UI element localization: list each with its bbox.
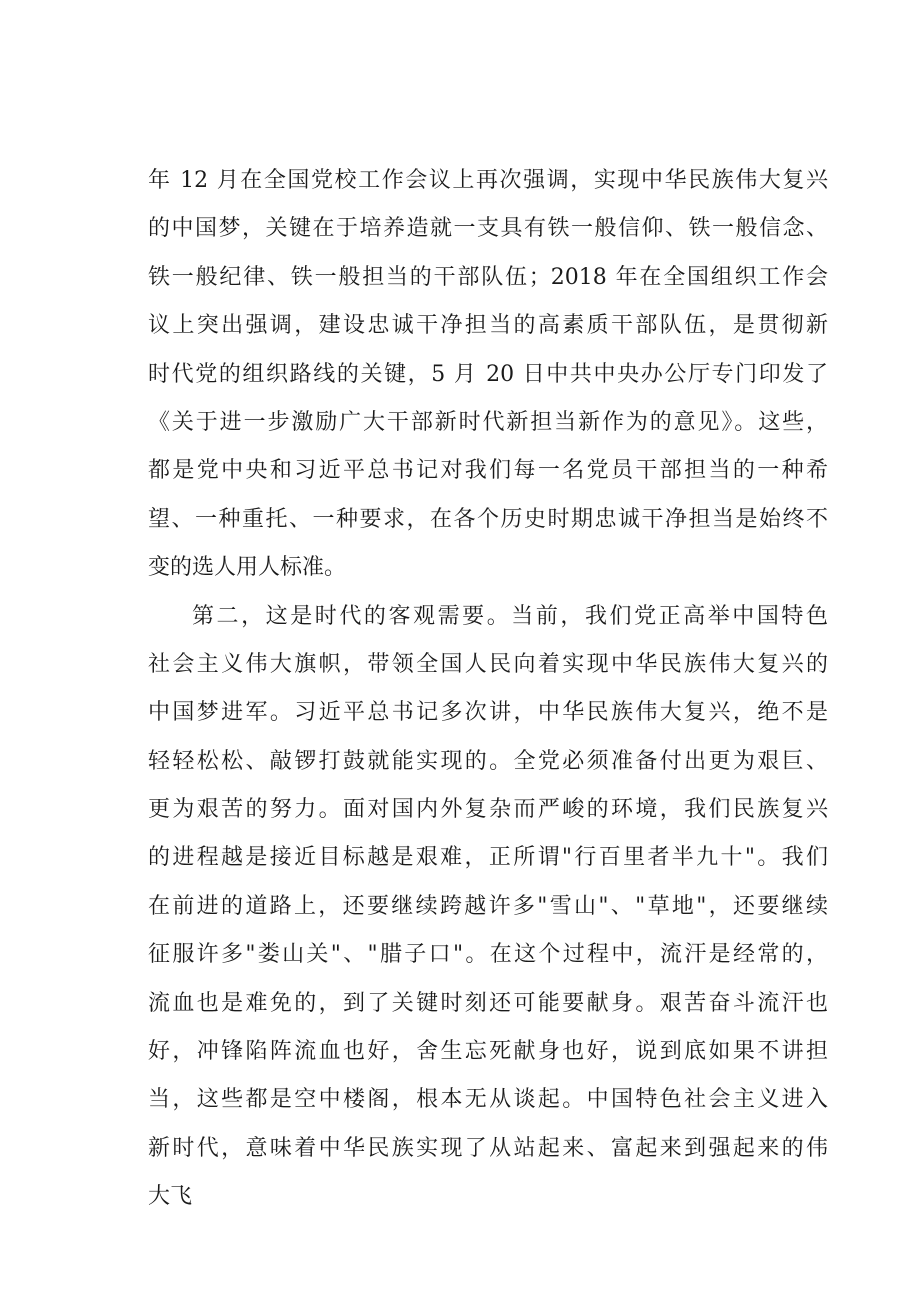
- text-line-18: 流血也是难免的，到了关键时刻还可能要献身。艰苦奋斗流汗也: [148, 990, 828, 1016]
- text-line-4: 议上突出强调，建设忠诚干净担当的高素质干部队伍，是贯彻新: [148, 313, 828, 339]
- text-line-17: 征服许多"娄山关"、"腊子口"。在这个过程中，流汗是经常的，: [148, 942, 828, 968]
- text-line-19: 好，冲锋陷阵流血也好，舍生忘死献身也好，说到底如果不讲担: [148, 1039, 828, 1065]
- text-line-3: 铁一般纪律、铁一般担当的干部队伍；2018 年在全国组织工作会: [148, 264, 828, 290]
- text-line-1: 年 12 月在全国党校工作会议上再次强调，实现中华民族伟大复兴: [148, 168, 828, 193]
- text-line-16: 在前进的道路上，还要继续跨越许多"雪山"、"草地"，还要继续: [148, 893, 828, 919]
- text-line-8: 望、一种重托、一种要求，在各个历史时期忠诚干净担当是始终不: [148, 506, 828, 532]
- text-line-14: 更为艰苦的努力。面对国内外复杂而严峻的环境，我们民族复兴: [148, 797, 828, 823]
- text-line-13: 轻轻松松、敲锣打鼓就能实现的。全党必须准备付出更为艰巨、: [148, 748, 828, 774]
- text-line-20: 当，这些都是空中楼阁，根本无从谈起。中国特色社会主义进入: [148, 1087, 828, 1113]
- text-line-11: 社会主义伟大旗帜，带领全国人民向着实现中华民族伟大复兴的: [148, 651, 828, 677]
- text-line-2: 的中国梦，关键在于培养造就一支具有铁一般信仰、铁一般信念、: [148, 216, 828, 242]
- body-text: [148, 157, 828, 1222]
- text-line-9: 变的选人用人标准。: [148, 555, 347, 581]
- text-line-21: 新时代，意味着中华民族实现了从站起来、富起来到强起来的伟: [148, 1135, 828, 1161]
- text-line-10: 第二，这是时代的客观需要。当前，我们党正高举中国特色: [192, 603, 828, 629]
- text-line-22: 大飞: [148, 1184, 193, 1210]
- text-line-5: 时代党的组织路线的关键，5 月 20 日中共中央办公厅专门印发了: [148, 361, 828, 387]
- text-line-6: 《关于进一步激励广大干部新时代新担当新作为的意见》。这些，: [148, 409, 828, 435]
- text-line-7: 都是党中央和习近平总书记对我们每一名党员干部担当的一种希: [148, 458, 828, 484]
- text-line-12: 中国梦进军。习近平总书记多次讲，中华民族伟大复兴，绝不是: [148, 700, 828, 726]
- text-line-15: 的进程越是接近目标越是艰难，正所谓"行百里者半九十"。我们: [148, 845, 828, 871]
